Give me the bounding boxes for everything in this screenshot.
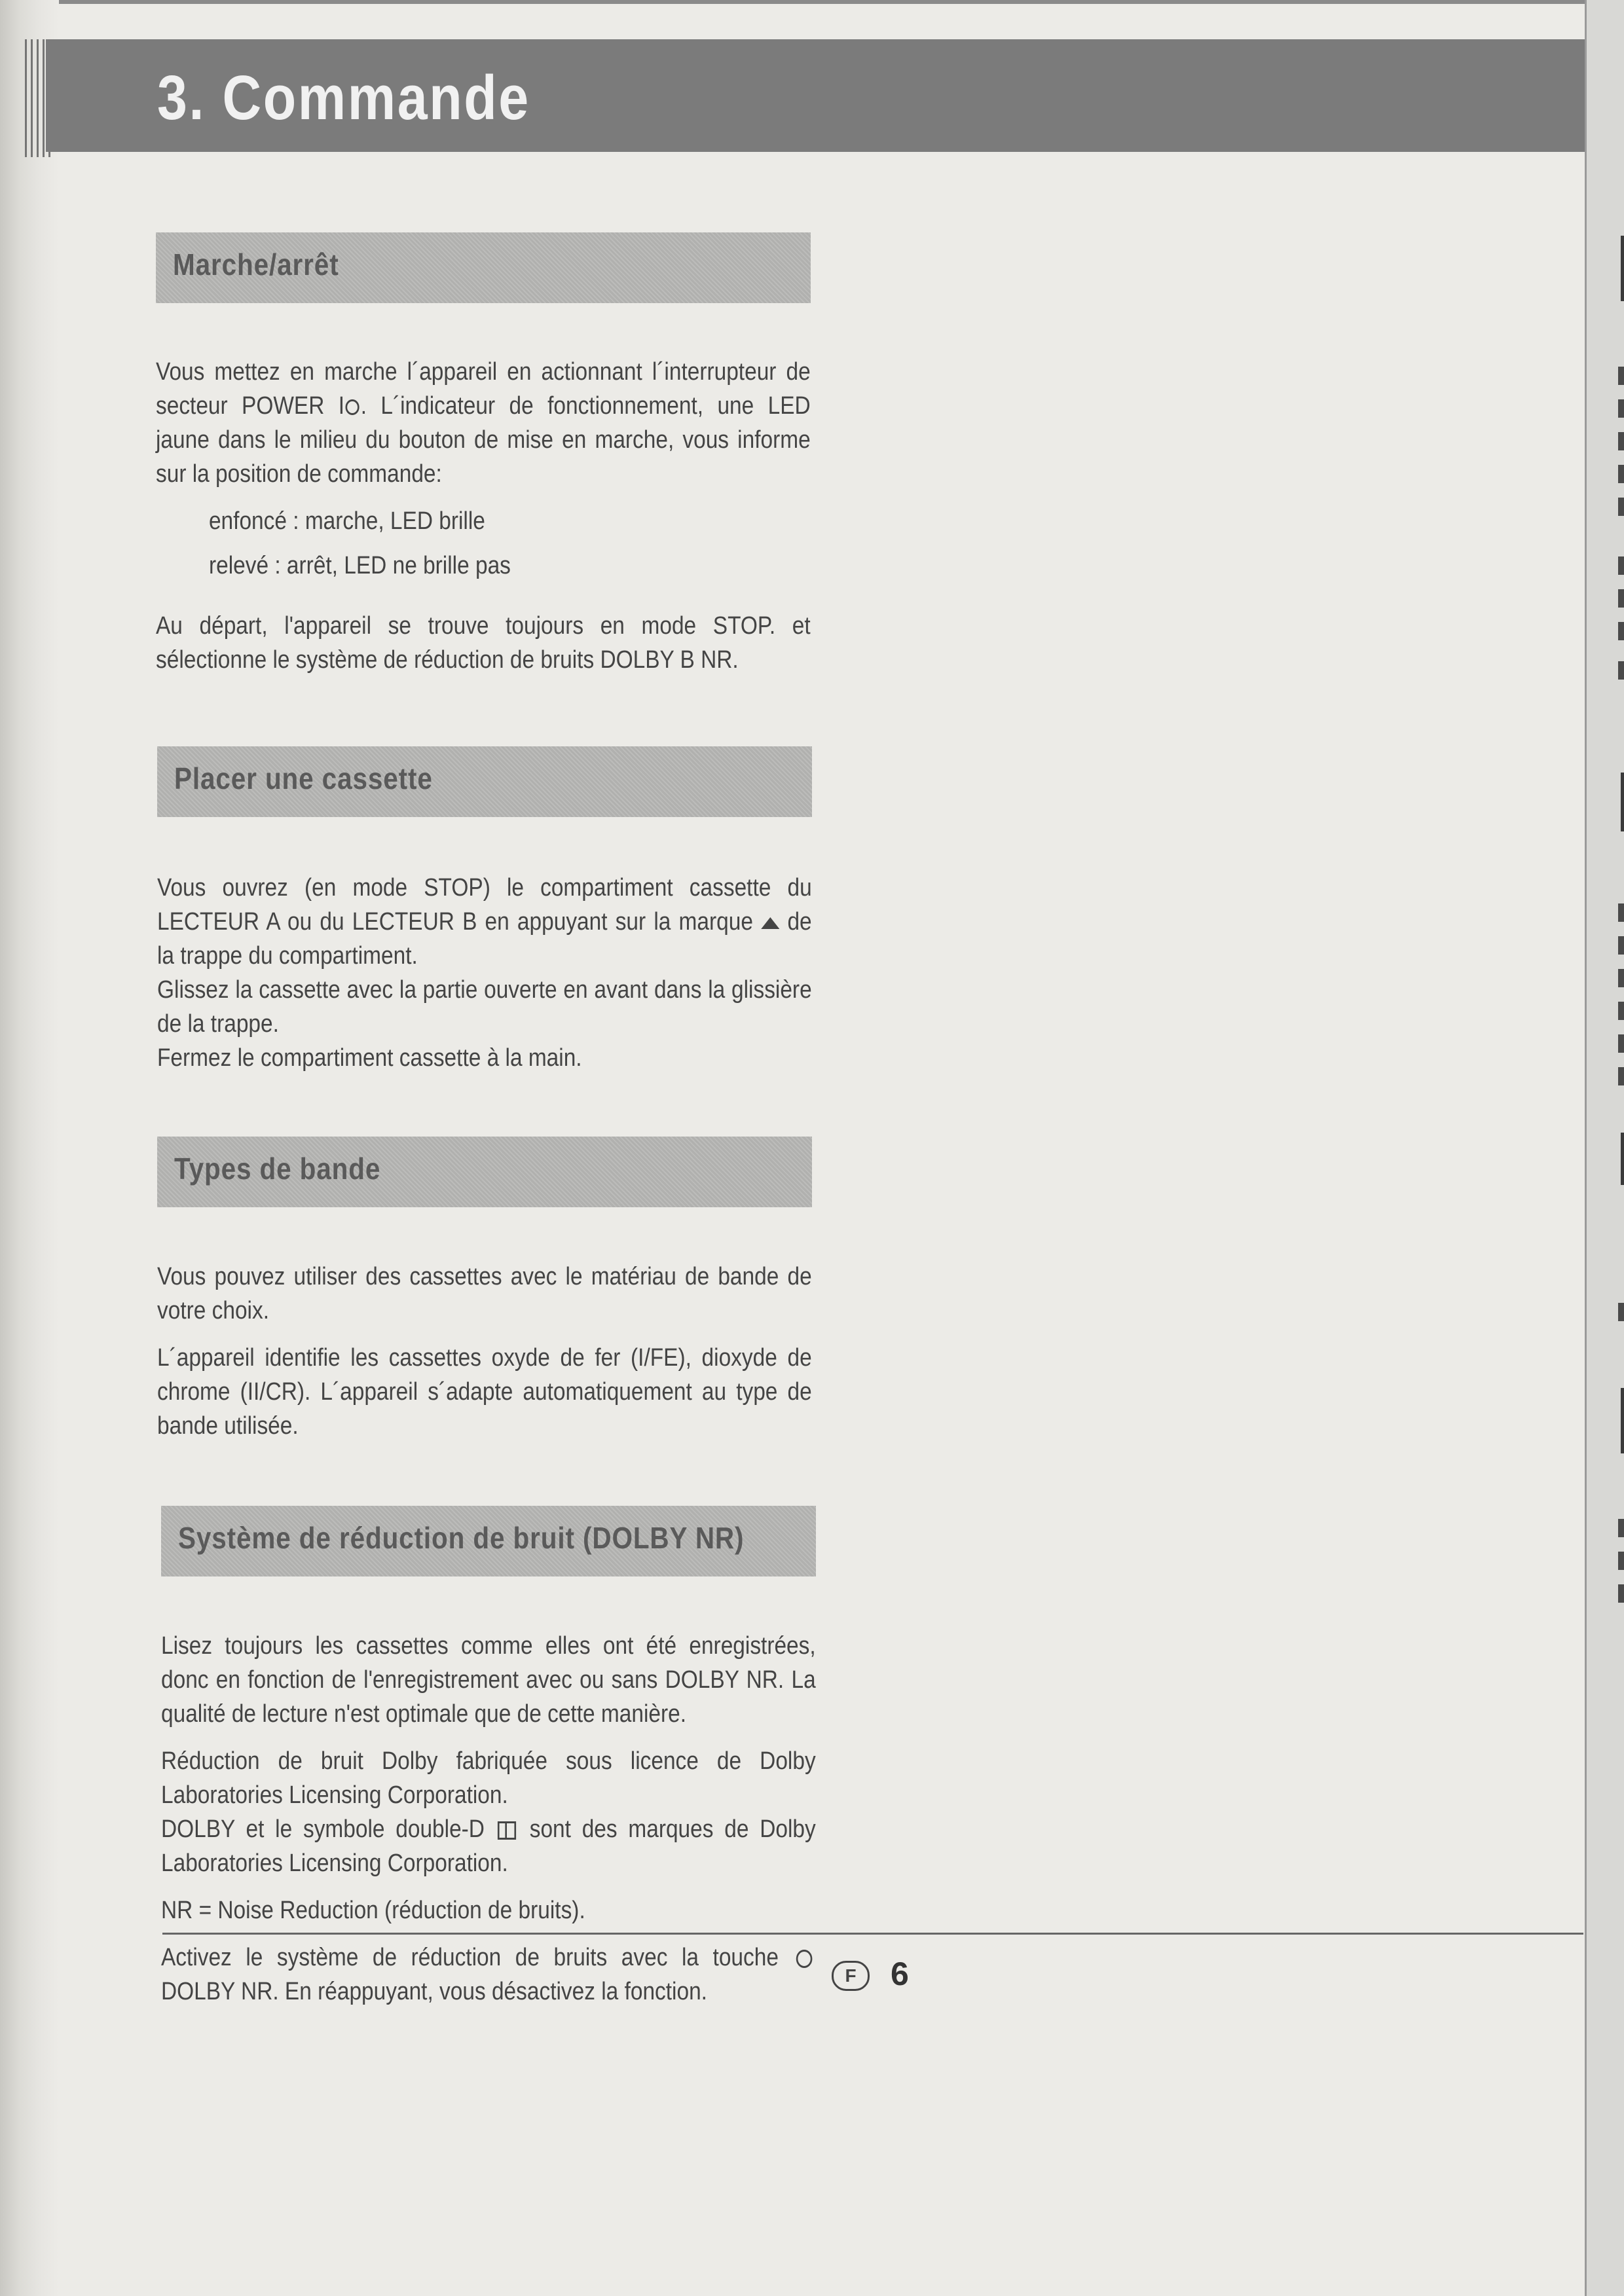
page-number: 6 [891,1956,909,1992]
edge-glyph [1618,432,1624,450]
edge-glyph [1618,1303,1624,1321]
section-body-dolby-nr [161,1629,816,2022]
edge-glyph [1618,1584,1624,1603]
paragraph: Au départ, l'appareil se trouve toujours en mode STOP. et sélectionne le système de réduction de bruits DOLBY B NR. [156,612,811,674]
section-heading-text: Système de réduction de bruit (DOLBY NR) [178,1521,745,1555]
dolby-button-icon [796,1950,813,1968]
edge-glyph [1618,661,1624,680]
edge-bar [1621,236,1624,301]
paragraph-text: DOLBY NR. En réappuyant, vous désactivez la fonction. [161,1978,707,2005]
off-circle-icon [346,399,360,415]
edge-glyph [1618,465,1624,483]
adjacent-page-edge [1585,0,1624,2296]
paragraph [157,871,812,973]
paragraph-text: Vous ouvrez (en mode STOP) le compartiment cassette du LECTEUR A ou du LECTEUR B en appuyant sur la marque [157,874,812,936]
edge-glyph [1618,1519,1624,1537]
list-item: enfoncé : marche, LED brille [208,507,485,535]
dolby-double-d-icon [498,1821,516,1840]
edge-glyph [1618,969,1624,987]
edge-glyph [1618,498,1624,516]
footer-rule [162,1933,1583,1935]
paragraph-text: sont des marques de Dolby Laboratories Licensing Corporation. [161,1815,816,1877]
edge-glyph [1618,1002,1624,1020]
paragraph-text: Vous mettez en marche l´appareil en actionnant l´interrupteur de secteur POWER I [156,358,811,420]
edge-glyph [1618,936,1624,955]
section-heading-text: Placer une cassette [174,761,433,795]
paragraph [161,1941,816,2009]
section-heading-marche-arret [156,232,811,303]
section-body-marche-arret [156,355,811,690]
top-rule [0,0,1624,4]
edge-glyph [1618,556,1624,575]
paragraph: Glissez la cassette avec la partie ouverte en avant dans la glissière de la trappe. [157,976,812,1038]
eject-icon [761,917,779,929]
section-heading-text: Types de bande [174,1152,381,1186]
paragraph-text: de la trappe du compartiment. [157,908,812,970]
section-heading-dolby-nr [161,1506,816,1576]
paragraph: Fermez le compartiment cassette à la main. [157,1044,582,1072]
page-title: 3. Commande [157,63,530,133]
binding-edge [0,0,59,2296]
edge-glyph [1618,1034,1624,1053]
edge-glyph [1618,622,1624,640]
section-heading-text: Marche/arrêt [173,247,339,282]
paragraph: Réduction de bruit Dolby fabriquée sous licence de Dolby Laboratories Licensing Corporation. [161,1747,816,1809]
paragraph: Vous pouvez utiliser des cassettes avec le matériau de bande de votre choix. [157,1263,812,1324]
paragraph-text: DOLBY et le symbole double-D [161,1815,485,1843]
section-heading-types-bande [157,1137,812,1207]
paragraph: Lisez toujours les cassettes comme elles ont été enregistrées, donc en fonction de l'enregistrement avec ou sans DOLBY NR. La qualité de lecture n'est optimale que de cette manière. [161,1632,816,1728]
section-heading-placer-cassette [157,746,812,817]
paragraph-text: . L´indicateur de fonctionnement, une LED jaune dans le milieu du bouton de mise en marche, vous informe sur la position de commande: [156,392,811,488]
paragraph [156,355,811,491]
edge-glyph [1618,1552,1624,1570]
paragraph-text: Activez le système de réduction de bruits avec la touche [161,1944,779,1971]
edge-bar [1621,1133,1624,1185]
edge-glyph [1618,399,1624,418]
edge-glyph [1618,903,1624,922]
edge-glyph [1618,367,1624,385]
edge-glyph [1618,589,1624,608]
paragraph [161,1812,816,1880]
paragraph: NR = Noise Reduction (réduction de bruits). [161,1897,585,1924]
section-body-placer-cassette [157,871,812,1075]
paragraph: L´appareil identifie les cassettes oxyde de fer (I/FE), dioxyde de chrome (II/CR). L´appareil s´adapte automatiquement au type de bande utilisée. [157,1344,812,1440]
edge-bar [1621,1388,1624,1453]
language-badge: F [832,1961,870,1991]
edge-glyph [1618,1067,1624,1085]
edge-bar [1621,773,1624,831]
list-item: relevé : arrêt, LED ne brille pas [208,552,511,579]
section-body-types-bande [157,1260,812,1456]
